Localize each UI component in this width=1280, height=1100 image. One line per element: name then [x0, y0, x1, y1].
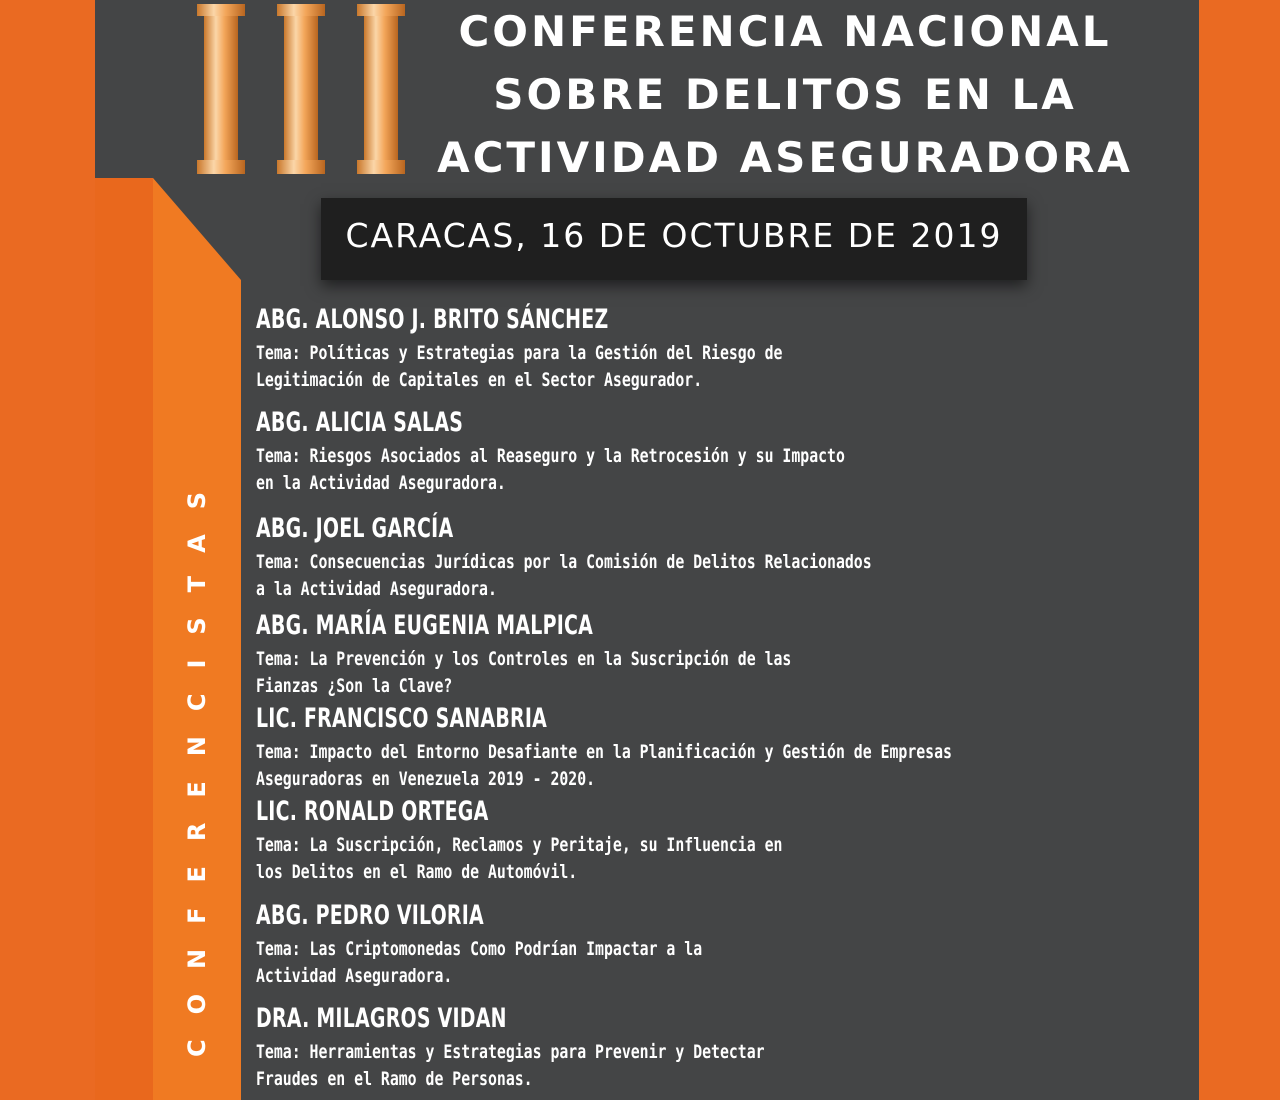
- speaker-item: [256, 300, 1186, 394]
- speaker-topic-line: Tema: Herramientas y Estrategias para Prevenir y Detectar: [256, 1041, 765, 1063]
- speaker-name: ABG. MARÍA EUGENIA MALPICA: [256, 610, 594, 641]
- speaker-topic-line: Tema: La Prevención y los Controles en la Suscripción de las: [256, 648, 792, 670]
- speaker-item: [256, 403, 1186, 497]
- speaker-name: LIC. RONALD ORTEGA: [256, 796, 489, 827]
- speaker-name: ABG. ALICIA SALAS: [256, 407, 464, 438]
- title-line-1: CONFERENCIA NACIONAL: [458, 7, 1112, 56]
- speaker-topic-line: Aseguradoras en Venezuela 2019 - 2020.: [256, 768, 596, 790]
- roman-numeral-columns-logo: [195, 0, 410, 178]
- speakers-ribbon-label: CONFERENCISTAS: [183, 466, 211, 1058]
- speaker-item: [256, 999, 1186, 1093]
- ribbon-dark-stripe: [95, 178, 153, 1100]
- speaker-topic-line: a la Actividad Aseguradora.: [256, 578, 497, 600]
- speaker-name: ABG. ALONSO J. BRITO SÁNCHEZ: [256, 304, 609, 335]
- speaker-name: DRA. MILAGROS VIDAN: [256, 1003, 507, 1034]
- speaker-topic-line: Tema: Impacto del Entorno Desafiante en la Planificación y Gestión de Empresas: [256, 741, 952, 763]
- speaker-topic-line: Actividad Aseguradora.: [256, 965, 453, 987]
- conference-poster: [95, 0, 1199, 1100]
- title-line-2: SOBRE DELITOS EN LA: [493, 70, 1077, 119]
- speaker-topic-line: Fianzas ¿Son la Clave?: [256, 675, 453, 697]
- speaker-topic-line: los Delitos en el Ramo de Automóvil.: [256, 861, 578, 883]
- ribbon-fold: [95, 178, 241, 280]
- speaker-item: [256, 699, 1186, 793]
- speaker-topic-line: Tema: La Suscripción, Reclamos y Peritaje, su Influencia en: [256, 834, 783, 856]
- speaker-item: [256, 896, 1186, 990]
- speaker-topic-line: Fraudes en el Ramo de Personas.: [256, 1068, 533, 1090]
- speaker-topic-line: Tema: Consecuencias Jurídicas por la Comisión de Delitos Relacionados: [256, 551, 872, 573]
- column-1: [197, 4, 245, 174]
- speaker-topic-line: en la Actividad Aseguradora.: [256, 472, 506, 494]
- speaker-name: ABG. PEDRO VILORIA: [256, 900, 484, 931]
- speaker-item: [256, 606, 1186, 700]
- speaker-item: [256, 509, 1186, 603]
- conference-title: [385, 0, 1185, 189]
- speaker-topic-line: Tema: Las Criptomonedas Como Podrían Impactar a la: [256, 938, 703, 960]
- column-2: [277, 4, 325, 174]
- speaker-topic-line: Tema: Riesgos Asociados al Reaseguro y la Retrocesión y su Impacto: [256, 445, 845, 467]
- speaker-item: [256, 792, 1186, 886]
- event-date: CARACAS, 16 DE OCTUBRE DE 2019: [345, 216, 1003, 255]
- event-date-banner: [321, 198, 1027, 280]
- speaker-topic-line: Legitimación de Capitales en el Sector Asegurador.: [256, 369, 703, 391]
- speaker-name: LIC. FRANCISCO SANABRIA: [256, 703, 548, 734]
- speaker-name: ABG. JOEL GARCÍA: [256, 513, 454, 544]
- speaker-topic-line: Tema: Políticas y Estrategias para la Gestión del Riesgo de: [256, 342, 783, 364]
- title-line-3: ACTIVIDAD ASEGURADORA: [437, 133, 1133, 182]
